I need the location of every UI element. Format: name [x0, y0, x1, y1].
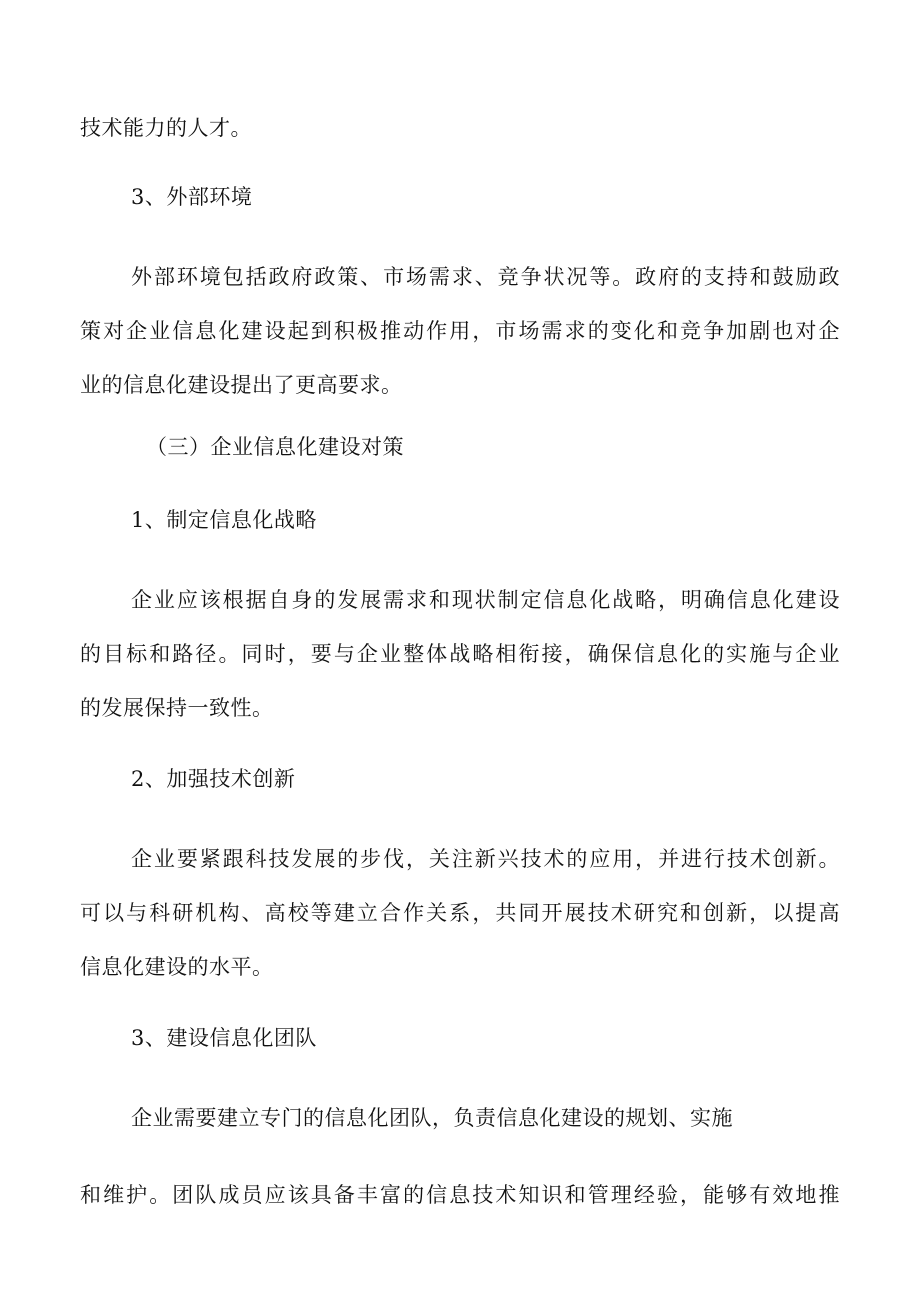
paragraph-line: 外部环境包括政府政策、市场需求、竞争状况等。政府的支持和鼓励政 [131, 265, 840, 289]
paragraph-line: 和维护。团队成员应该具备丰富的信息技术知识和管理经验，能够有效地推 [80, 1183, 840, 1207]
paragraph-line: 企业需要建立专门的信息化团队，负责信息化建设的规划、实施 [131, 1106, 733, 1130]
heading-strategy: 1、制定信息化战略 [131, 508, 317, 532]
paragraph-line: 业的信息化建设提出了更高要求。 [80, 373, 403, 397]
heading-team: 3、建设信息化团队 [131, 1026, 317, 1050]
paragraph-line: 策对企业信息化建设起到积极推动作用，市场需求的变化和竞争加剧也对企 [80, 319, 840, 343]
paragraph-line: 信息化建设的水平。 [80, 955, 274, 979]
paragraph-line: 的发展保持一致性。 [80, 696, 274, 720]
paragraph-line: 企业应该根据自身的发展需求和现状制定信息化战略，明确信息化建设 [131, 588, 840, 612]
heading-innovation: 2、加强技术创新 [131, 767, 296, 791]
paragraph-line: 的目标和路径。同时，要与企业整体战略相衔接，确保信息化的实施与企业 [80, 642, 840, 666]
paragraph-line: 企业要紧跟科技发展的步伐，关注新兴技术的应用，并进行技术创新。 [131, 847, 840, 871]
paragraph-line: 可以与科研机构、高校等建立合作关系，共同开展技术研究和创新，以提高 [80, 901, 840, 925]
heading-external-environment: 3、外部环境 [131, 185, 253, 209]
heading-section-three: （三）企业信息化建设对策 [146, 435, 404, 459]
paragraph-line: 技术能力的人才。 [80, 116, 252, 140]
